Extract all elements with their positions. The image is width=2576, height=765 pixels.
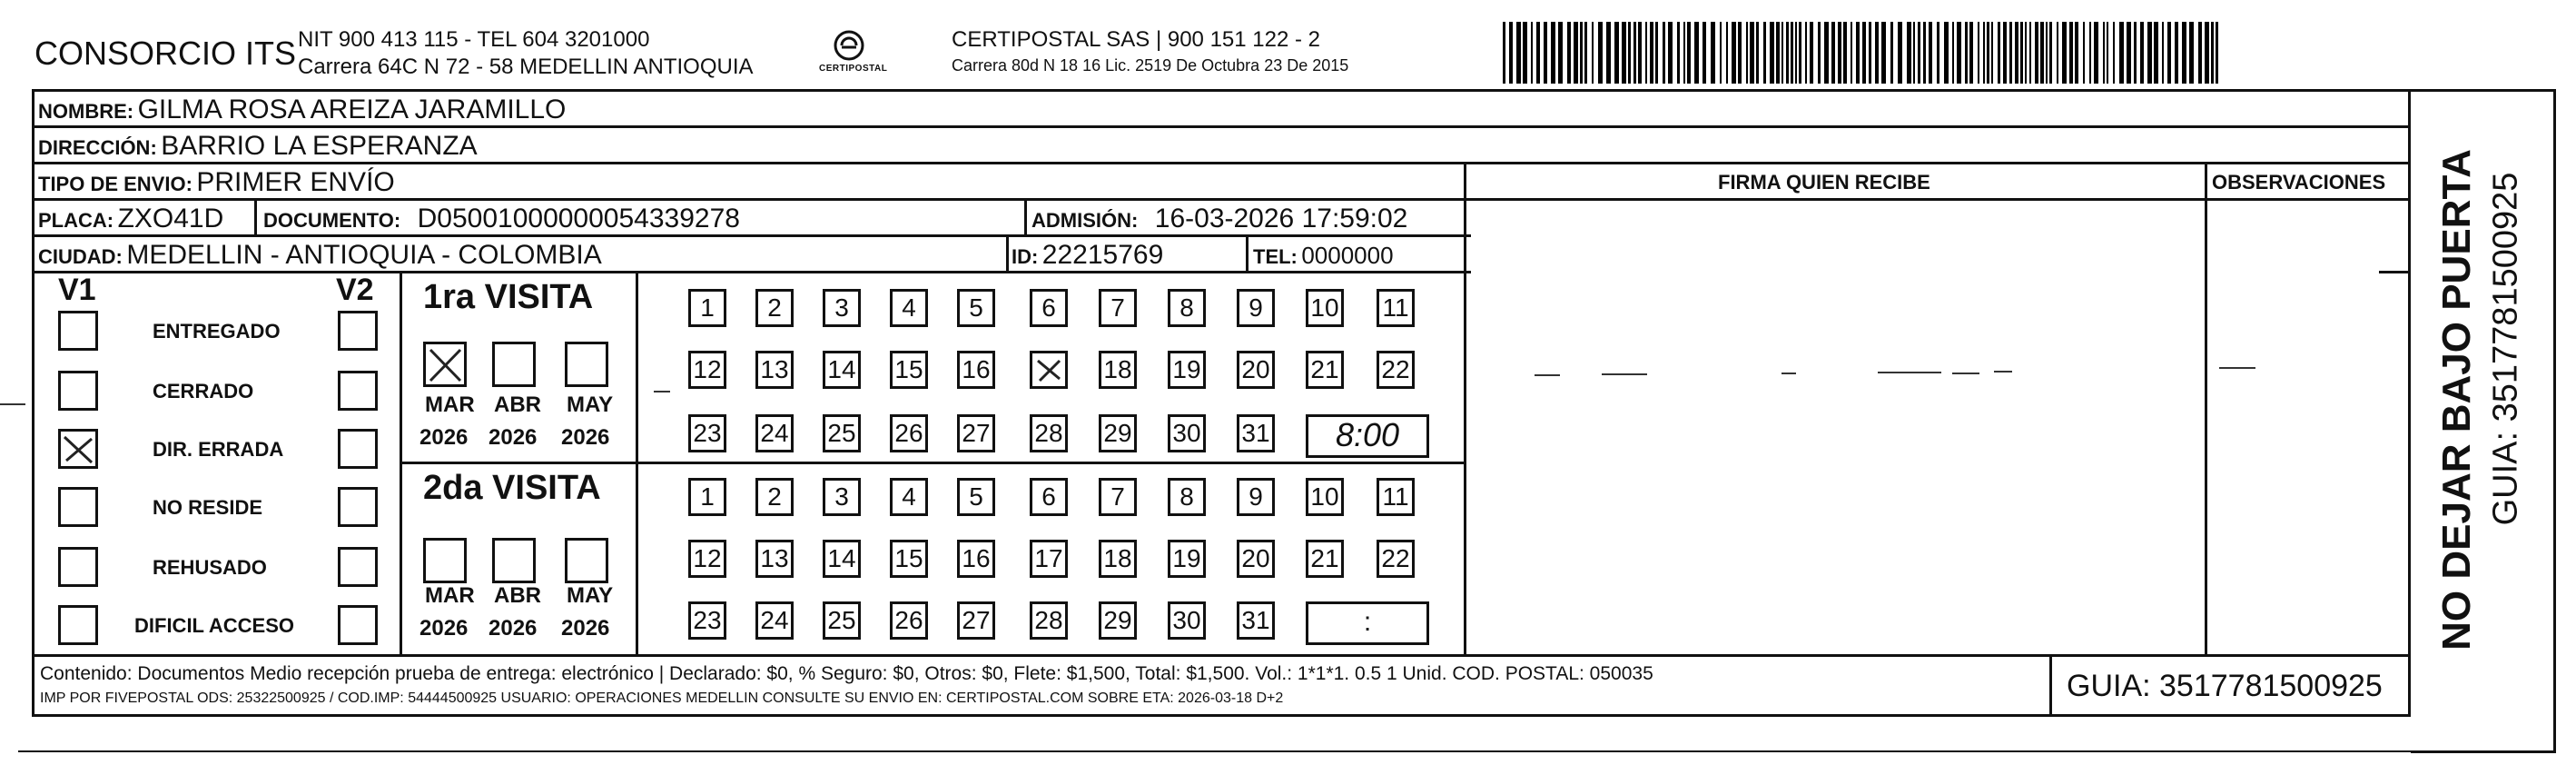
day-box[interactable]: 24 <box>755 414 794 452</box>
second-visit-title: 2da VISITA <box>423 469 601 507</box>
day-box[interactable]: 3 <box>823 478 861 516</box>
day-box[interactable]: 15 <box>890 540 928 578</box>
day-box[interactable]: 16 <box>957 540 995 578</box>
day-box[interactable]: 10 <box>1306 478 1344 516</box>
day-box[interactable]: 24 <box>755 601 794 640</box>
status-label: REHUSADO <box>153 556 267 579</box>
status-v2-checkbox[interactable] <box>338 487 378 527</box>
side-guia: GUIA: 3517781500925 <box>2486 172 2525 526</box>
day-box[interactable]: 19 <box>1168 351 1206 389</box>
day-box[interactable]: 14 <box>823 540 861 578</box>
month-label: MAR <box>425 392 475 417</box>
status-v1-checkbox[interactable] <box>58 311 98 351</box>
day-box[interactable]: 27 <box>957 414 995 452</box>
day-box[interactable]: 25 <box>823 601 861 640</box>
day-box[interactable]: 11 <box>1377 289 1415 327</box>
month-label: MAY <box>567 583 614 608</box>
day-box[interactable]: 7 <box>1099 478 1137 516</box>
time-field[interactable]: : <box>1306 601 1429 645</box>
day-box[interactable]: 28 <box>1030 414 1068 452</box>
side-warning: NO DEJAR BAJO PUERTA <box>2434 149 2479 651</box>
day-box[interactable]: 12 <box>688 540 726 578</box>
status-v2-checkbox[interactable] <box>338 311 378 351</box>
day-box[interactable]: 12 <box>688 351 726 389</box>
status-v1-checkbox[interactable] <box>58 487 98 527</box>
company-nit: NIT 900 413 115 - TEL 604 3201000 <box>298 27 650 52</box>
day-box[interactable]: 7 <box>1099 289 1137 327</box>
day-box[interactable]: 5 <box>957 478 995 516</box>
day-box[interactable]: 26 <box>890 601 928 640</box>
status-v1-checkbox[interactable] <box>58 371 98 411</box>
month-label: MAY <box>567 392 614 417</box>
id-label: ID: <box>1012 245 1039 268</box>
tel-label: TEL: <box>1253 245 1298 268</box>
day-box[interactable]: 1 <box>688 478 726 516</box>
day-box[interactable] <box>1030 351 1068 389</box>
day-box[interactable]: 27 <box>957 601 995 640</box>
footer-content: Contenido: Documentos Medio recepción prueba de entrega: electrónico | Declarado: $0, % Seguro: $0, Otros: $0, Flete: $1,500, Total: $1,500. Vol.: 1*1*1. 0.5 1 Unid. COD. POSTAL: 050035 <box>40 663 1653 684</box>
status-label: CERRADO <box>153 380 254 402</box>
month-checkbox[interactable] <box>565 342 608 387</box>
placa-label: PLACA: <box>38 209 114 232</box>
day-box[interactable]: 30 <box>1168 414 1206 452</box>
day-box[interactable]: 18 <box>1099 351 1137 389</box>
company-address: Carrera 64C N 72 - 58 MEDELLIN ANTIOQUIA <box>298 55 754 79</box>
day-box[interactable]: 13 <box>755 351 794 389</box>
month-checkbox[interactable] <box>565 538 608 583</box>
first-visit-title: 1ra VISITA <box>423 278 594 316</box>
status-label: DIR. ERRADA <box>153 438 284 461</box>
day-box[interactable]: 29 <box>1099 414 1137 452</box>
time-field[interactable]: 8:00 <box>1306 414 1429 458</box>
month-label: ABR <box>494 392 541 417</box>
check-mark-icon <box>1032 353 1065 386</box>
day-box[interactable]: 2 <box>755 478 794 516</box>
year-label: 2026 <box>489 425 538 450</box>
day-box[interactable]: 20 <box>1237 540 1275 578</box>
firma-header: FIRMA QUIEN RECIBE <box>1718 171 1930 194</box>
direccion-value: BARRIO LA ESPERANZA <box>161 131 478 161</box>
tel-value: 0000000 <box>1301 242 1394 269</box>
year-label: 2026 <box>561 616 610 641</box>
company-name: CONSORCIO ITS <box>35 35 297 72</box>
day-box[interactable]: 9 <box>1237 478 1275 516</box>
day-box[interactable]: 31 <box>1237 601 1275 640</box>
admision-value: 16-03-2026 17:59:02 <box>1154 204 1408 233</box>
month-checkbox[interactable] <box>423 538 467 583</box>
status-v1-checkbox[interactable] <box>58 429 98 469</box>
day-box[interactable]: 9 <box>1237 289 1275 327</box>
nombre-value: GILMA ROSA AREIZA JARAMILLO <box>137 94 567 124</box>
documento-label: DOCUMENTO: <box>263 209 401 232</box>
day-box[interactable]: 16 <box>957 351 995 389</box>
month-checkbox[interactable] <box>423 342 467 387</box>
day-box[interactable]: 26 <box>890 414 928 452</box>
day-box[interactable]: 5 <box>957 289 995 327</box>
status-v2-checkbox[interactable] <box>338 605 378 645</box>
month-label: ABR <box>494 583 541 608</box>
footer-print-info: IMP POR FIVEPOSTAL ODS: 25322500925 / COD.IMP: 54444500925 USUARIO: OPERACIONES MEDELLIN CONSULTE SU ENVIO EN: CERTIPOSTAL.COM SOBRE ETA: 2026-03-18 D+2 <box>40 690 1284 706</box>
status-v2-checkbox[interactable] <box>338 429 378 469</box>
day-box[interactable]: 4 <box>890 289 928 327</box>
status-v2-checkbox[interactable] <box>338 371 378 411</box>
ciudad-value: MEDELLIN - ANTIOQUIA - COLOMBIA <box>126 240 602 270</box>
status-v1-checkbox[interactable] <box>58 547 98 587</box>
day-box[interactable]: 4 <box>890 478 928 516</box>
day-box[interactable]: 28 <box>1030 601 1068 640</box>
day-box[interactable]: 10 <box>1306 289 1344 327</box>
status-label: NO RESIDE <box>153 496 263 519</box>
id-value: 22215769 <box>1041 240 1164 270</box>
month-checkbox[interactable] <box>492 342 536 387</box>
admision-label: ADMISIÓN: <box>1031 209 1139 232</box>
barcode <box>1503 22 2225 84</box>
day-box[interactable]: 8 <box>1168 478 1206 516</box>
certipostal-logo <box>817 27 888 78</box>
footer-guia: GUIA: 3517781500925 <box>2067 669 2383 703</box>
v2-label: V2 <box>336 273 374 307</box>
day-box[interactable]: 14 <box>823 351 861 389</box>
day-box[interactable]: 18 <box>1099 540 1137 578</box>
year-label: 2026 <box>561 425 610 450</box>
day-box[interactable]: 20 <box>1237 351 1275 389</box>
day-box[interactable]: 22 <box>1377 540 1415 578</box>
day-box[interactable]: 6 <box>1030 478 1068 516</box>
logo-text: CERTIPOSTAL <box>819 64 888 74</box>
carrier-name: CERTIPOSTAL SAS | 900 151 122 - 2 <box>952 27 1320 52</box>
day-box[interactable]: 21 <box>1306 351 1344 389</box>
day-box[interactable]: 21 <box>1306 540 1344 578</box>
observaciones-header: OBSERVACIONES <box>2212 171 2386 194</box>
v1-label: V1 <box>58 273 96 307</box>
documento-value: D05001000000054339278 <box>417 204 740 233</box>
day-box[interactable]: 8 <box>1168 289 1206 327</box>
tipo-envio-value: PRIMER ENVÍO <box>196 167 395 197</box>
day-box[interactable]: 23 <box>688 414 726 452</box>
day-box[interactable]: 1 <box>688 289 726 327</box>
day-box[interactable]: 11 <box>1377 478 1415 516</box>
placa-value: ZXO41D <box>117 204 224 233</box>
day-box[interactable]: 31 <box>1237 414 1275 452</box>
day-box[interactable]: 23 <box>688 601 726 640</box>
ciudad-label: CIUDAD: <box>38 245 123 268</box>
day-box[interactable]: 2 <box>755 289 794 327</box>
day-box[interactable]: 6 <box>1030 289 1068 327</box>
status-label: DIFICIL ACCESO <box>134 614 295 637</box>
carrier-address: Carrera 80d N 18 16 Lic. 2519 De Octubra 23 De 2015 <box>952 56 1349 75</box>
day-box[interactable]: 17 <box>1030 540 1068 578</box>
day-box[interactable]: 19 <box>1168 540 1206 578</box>
day-box[interactable]: 25 <box>823 414 861 452</box>
day-box[interactable]: 22 <box>1377 351 1415 389</box>
check-mark-icon <box>61 432 95 466</box>
year-label: 2026 <box>419 616 469 641</box>
month-label: MAR <box>425 583 475 608</box>
day-box[interactable]: 30 <box>1168 601 1206 640</box>
status-v2-checkbox[interactable] <box>338 547 378 587</box>
direccion-label: DIRECCIÓN: <box>38 136 157 159</box>
day-box[interactable]: 3 <box>823 289 861 327</box>
tipo-envio-label: TIPO DE ENVIO: <box>38 173 192 195</box>
year-label: 2026 <box>419 425 469 450</box>
year-label: 2026 <box>489 616 538 641</box>
status-label: ENTREGADO <box>153 320 281 343</box>
day-box[interactable]: 15 <box>890 351 928 389</box>
day-box[interactable]: 29 <box>1099 601 1137 640</box>
day-box[interactable]: 13 <box>755 540 794 578</box>
check-mark-icon <box>426 344 464 384</box>
nombre-label: NOMBRE: <box>38 100 134 123</box>
status-v1-checkbox[interactable] <box>58 605 98 645</box>
month-checkbox[interactable] <box>492 538 536 583</box>
